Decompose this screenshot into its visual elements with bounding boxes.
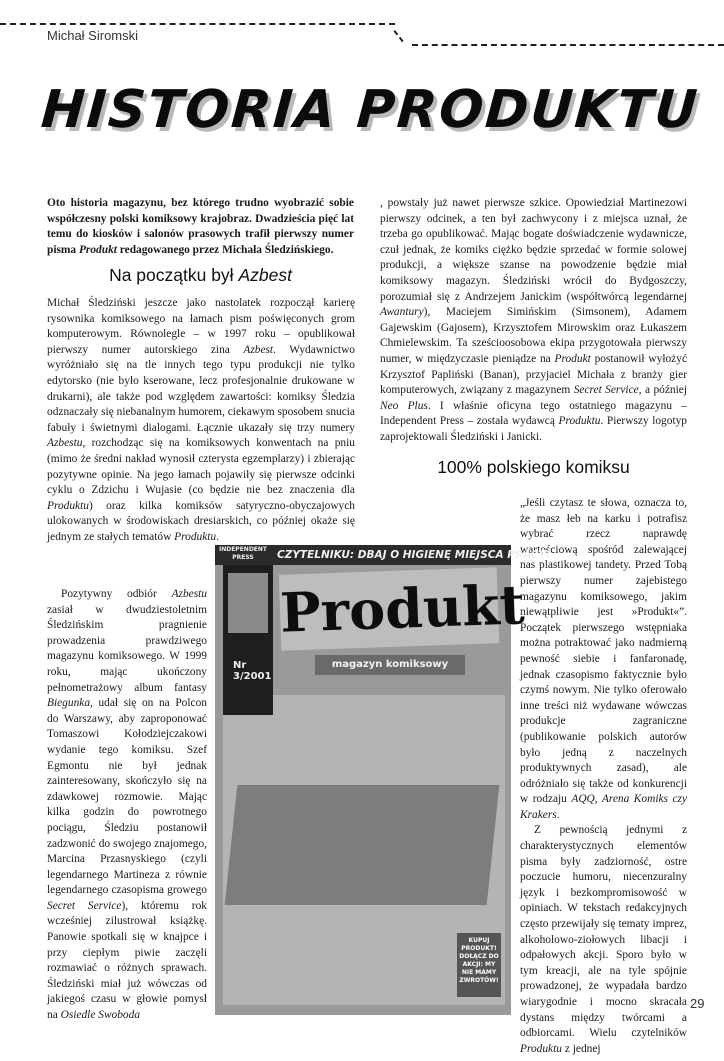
paragraph: Z pewnością jednymi z charakterystycznych elementów pisma były zadziorność, ostre poczucie humoru, niecenzuralny język i bezkompromisowość w opiniach. W tekstach redakcyjnych często przewijały się tematy imprez, alkoholowo-ziołowych libacji i odpałowych akcji. Sporo było w tym kreacji, ale na tyle spójnie prowadzonej, że wypadała bardzo wiarygodnie i mocno skracała dystans między twórcami a odbiorcami. Wielu czytelników Produktu z jednej <box>520 824 687 1055</box>
left-column <box>47 196 354 545</box>
magazine-cover-image <box>215 545 551 1015</box>
cover-issue-number: Nr 3/2001 <box>233 660 272 682</box>
left-column-narrow <box>47 587 207 1022</box>
cover-tagline: CZYTELNIKU: DBAJ O HIGIENĘ MIEJSCA PRACY! <box>277 549 551 561</box>
cover-ad: KUPUJ PRODUKT! DOŁĄCZ DO AKCJI: MY NIE MAMY ZWROTÓW! <box>457 933 501 997</box>
cover-side-panel <box>223 565 273 715</box>
lead-paragraph: Oto historia magazynu, bez którego trudno wyobrazić sobie współczesny polski komiksowy krajobraz. Dwadzieścia pięć lat temu do kiosków i salonów prasowych trafił pierwszy numer pisma Produkt redagowanego przez Michała Śledzińskiego. <box>47 197 354 256</box>
cover-sandbox-illustration <box>225 785 500 905</box>
article-title: HISTORIA PRODUKTU <box>39 80 701 140</box>
header-rule-right <box>412 44 724 46</box>
cover-logo: Produkt <box>279 567 500 651</box>
paragraph: Michał Śledziński jeszcze jako nastolatek rozpoczął karierę rysownika komiksowego na łamach pism poświęconych grom komputerowym. Równolegle – w 1997 roku – opublikował pierwszy numer autorskiego zina Azbest. Wydawnictwo wyróżniało się na tle innych tego typu produkcji nie tylko edytorsko (nie było kserowane, lecz profesjonalnie drukowane w drukarni), ale także pod względem zawartości: komiksy Śledzia odznaczały się niebanalnym humorem, ciekawym sposobem snucia fabuły i świetnymi dialogami. Łącznie ukazały się trzy numery Azbestu, rozchodząc się na komiksowych konwentach na pniu (mimo że średni nakład wynosił czterysta egzemplarzy) i zbierając pozytywne opinie. Na jego łamach pojawiły się pierwsze odcinki cyklu o Zdzichu i Wujasie (co będzie nie bez znaczenia dla Produktu) oraz kilka komiksów satyryczno-obyczajowych ulokowanych w środowiskach dresiarskich, co później okaże się jednym ze stałych tematów Produktu. <box>47 296 355 543</box>
paragraph: „Jeśli czytasz te słowa, oznacza to, że masz łeb na karku i potrafisz wybrać rzecz naprawdę wartościową spośród zalewającej nas plastikowej tandety. Przed Tobą pierwszy numer zajebistego magazynu komiksowego, jakim niewątpliwie jest »Produkt«”. Początek pierwszego wstępniaka można potraktować jako nadmierną pewność siebie i fanfaronadę, jednak czasopismo faktycznie było czymś nowym. Nie tylko oferowało inne treści niż wydawane wówczas produkcje zagraniczne (publikowanie polskich autorów było jedną z naczelnych produktywnych zasad), ale odróżniało się także od konkurencji w rodzaju AQQ, Arena Komiks czy Krakers. <box>380 496 687 823</box>
author-name: Michał Siromski <box>47 28 139 43</box>
header-rule-slant <box>393 30 403 42</box>
paragraph: Pozytywny odbiór Azbestu zasiał w dwudziestoletnim Śledzińskim pragnienie prowadzenia prawdziwego magazynu komiksowego. W 1999 roku, mając ukończony pełnometrażowy album fantasy Biegunka, udał się on na Polcon do Warszawy, aby zaproponować Tomaszowi Kołodziejczakowi wydanie tego komiksu. Szef Egmontu nie był jednak zainteresowany, skończyło się na zdawkowej rozmowie. Mając kilka godzin do powrotnego pociągu, Śledziu postanowił zadzwonić do swojego znajomego, Marcina Przasnyskiego (czyli legendarnego Martineza z równie legendarnego czasopisma growego Secret Service), któremu rok wcześniej zilustrował książkę. Panowie spotkali się w knajpce i przy ciepłym piwie zaczęli rozmawiać o różnych sprawach. Śledziński miał już wówczas od jakiegoś czasu w głowie pomysł na Osiedle Swoboda <box>47 588 207 1022</box>
cover-publisher: INDEPENDENT PRESS <box>218 546 268 561</box>
cover-subtitle: magazyn komiksowy <box>315 655 465 675</box>
section-heading-100-percent: 100% polskiego komiksu <box>437 456 630 477</box>
target-icon <box>228 573 268 633</box>
page-number: 29 <box>690 996 705 1011</box>
paragraph-continued: , powstały już nawet pierwsze szkice. Opowiedział Martinezowi pierwszy odcinek, a ten był zachwycony i z miejsca uznał, że trzeba go opublikować. Mając bogate doświadczenie wydawnicze, czuł jednak, że komiks ciężko będzie sprzedać w formie solowej produkcji, a większe szanse na powodzenie będzie miał komiksowy magazyn. Śledziński wrócił do Bydgoszczy, porozumiał się z Andrzejem Janickim (współtwórcą legendarnej Awantury), Maciejem Simińskim (Simsonem), Adamem Gajewskim (Gajosem), Krzysztofem Mirowskim oraz Łukaszem Chmielewskim. Ta sześcioosobowa ekipa przygotowała pierwszy numer, w międzyczasie pieniądze na Produkt postanowił wyłożyć Krzysztof Papliński (Banan), przyjaciel Michała z branży gier komputerowych, związany z magazynem Secret Service, a później Neo Plus. I właśnie oficyna tego ostatniego magazynu – Independent Press – została wydawcą Produktu. Pierwszy logotyp zaprojektowali Śledziński i Janicki. <box>380 197 688 443</box>
section-heading-azbest: Na początku był Azbest <box>109 265 292 286</box>
cover-top-bar <box>215 545 551 565</box>
header-rule-left <box>0 23 395 25</box>
